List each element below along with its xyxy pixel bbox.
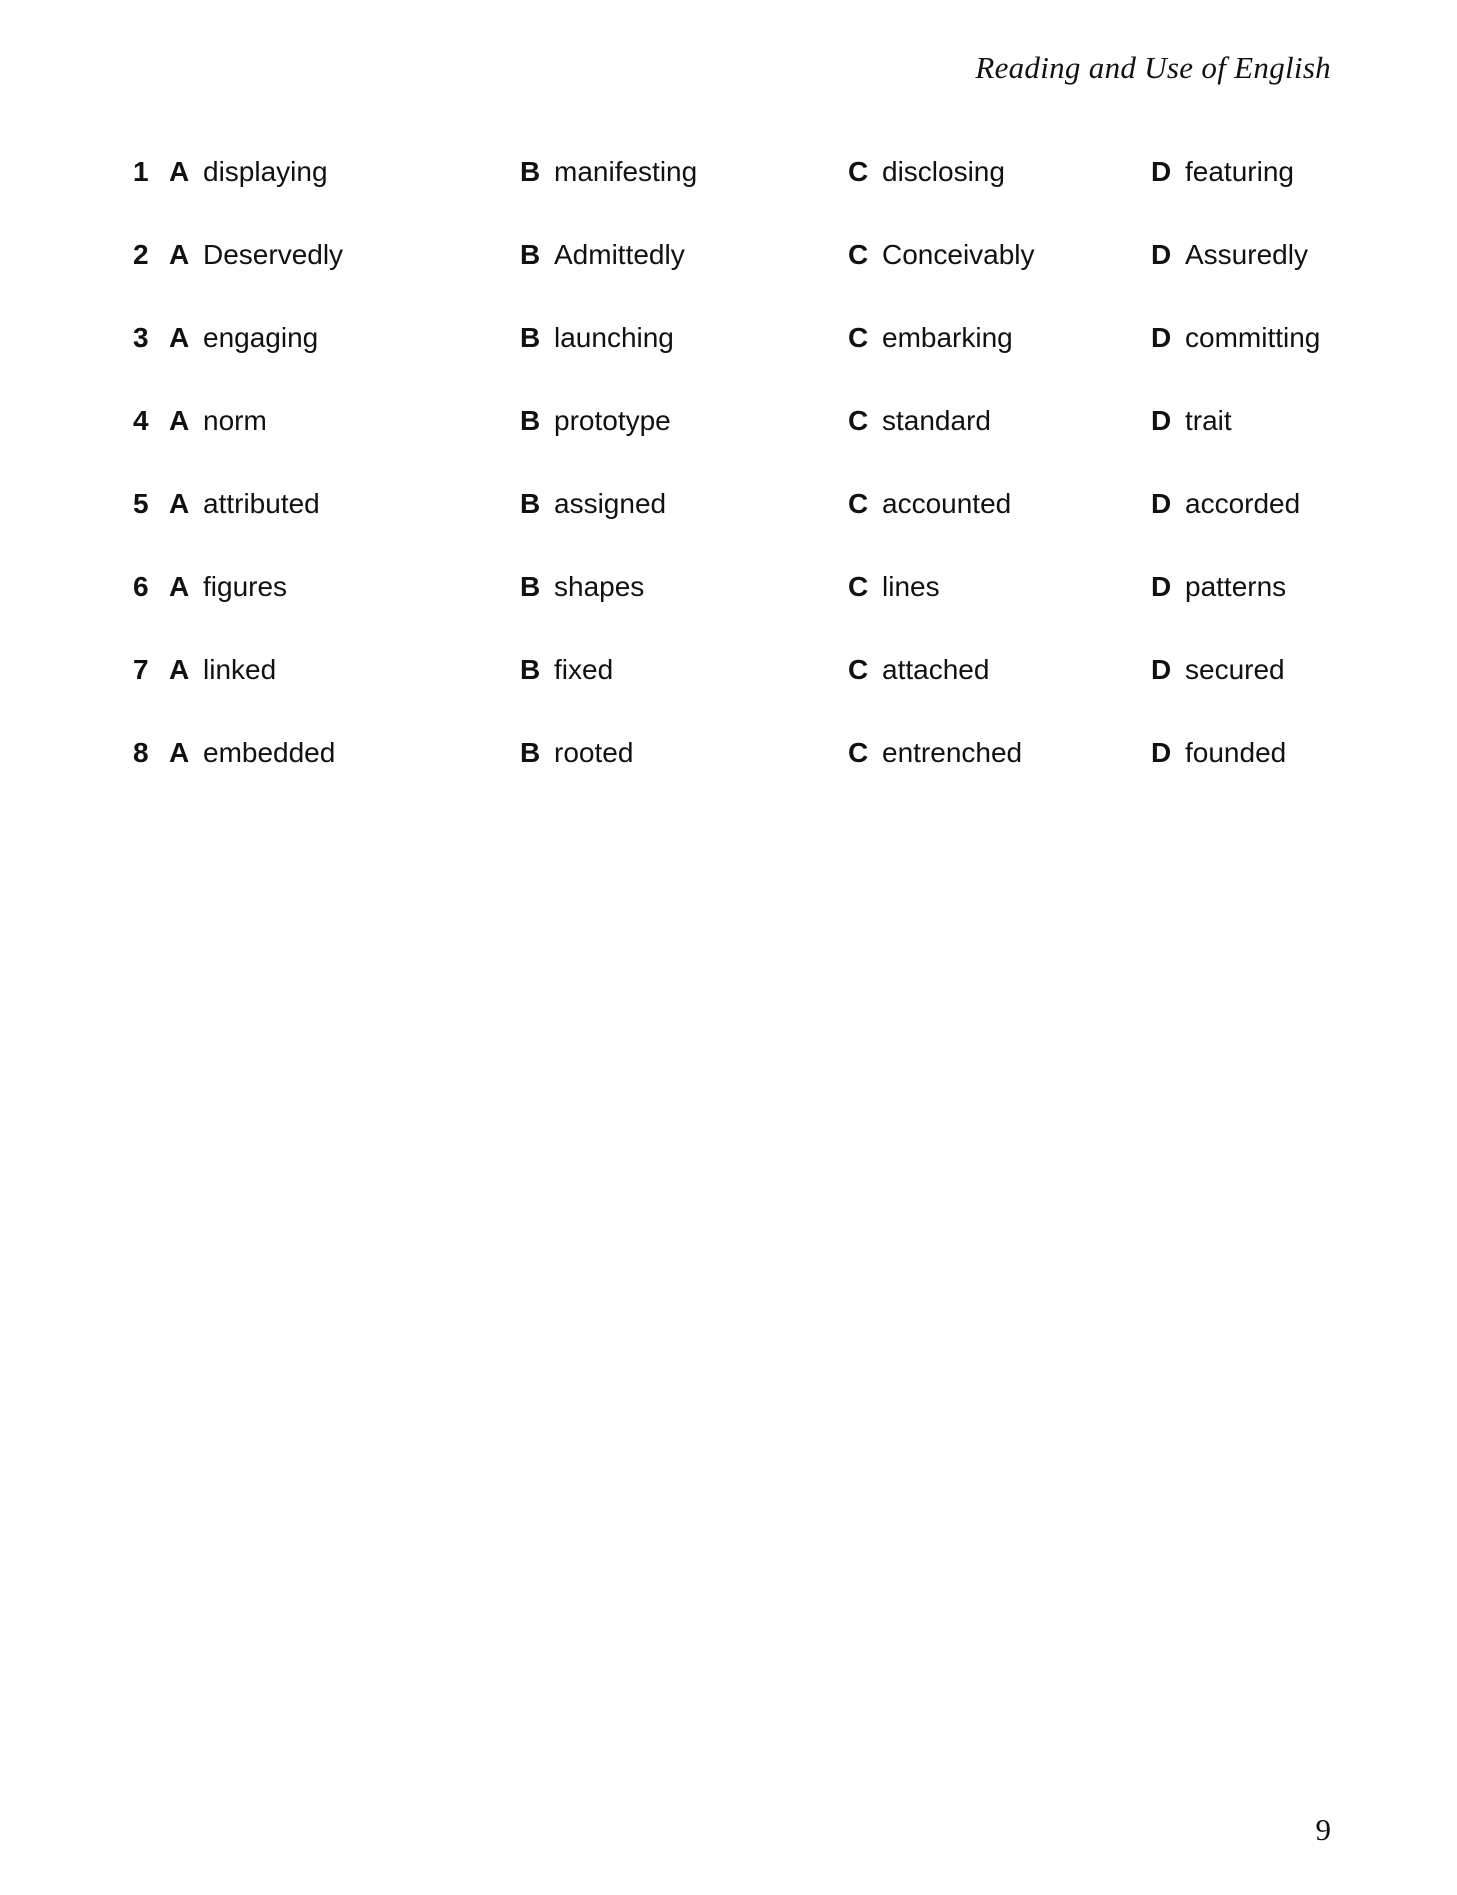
option-letter: B [520, 488, 541, 519]
option-d [1151, 238, 1308, 272]
option-letter: C [848, 322, 869, 353]
option-letter: A [169, 322, 190, 353]
option-d [1151, 653, 1285, 687]
option-text: accounted [882, 488, 1012, 519]
option-letter: A [169, 488, 190, 519]
option-text: embedded [203, 737, 336, 768]
option-text: Conceivably [882, 239, 1035, 270]
option-b [520, 736, 633, 770]
multiple-choice-options [133, 155, 1343, 819]
option-letter: D [1151, 737, 1172, 768]
option-letter: D [1151, 156, 1172, 187]
option-text: Admittedly [554, 239, 685, 270]
option-d [1151, 321, 1320, 355]
option-text: launching [554, 322, 674, 353]
option-letter: B [520, 156, 541, 187]
option-a [169, 155, 328, 189]
question-number: 7 [133, 654, 149, 685]
question-row-2 [133, 238, 1343, 321]
option-letter: A [169, 654, 190, 685]
option-text: secured [1185, 654, 1285, 685]
option-text: rooted [554, 737, 634, 768]
option-letter: A [169, 737, 190, 768]
option-text: Deservedly [203, 239, 344, 270]
option-a [169, 404, 267, 438]
option-letter: A [169, 571, 190, 602]
option-d [1151, 487, 1300, 521]
option-text: embarking [882, 322, 1013, 353]
option-text: fixed [554, 654, 614, 685]
option-text: assigned [554, 488, 667, 519]
option-text: standard [882, 405, 991, 436]
option-letter: A [169, 405, 190, 436]
option-letter: D [1151, 239, 1172, 270]
option-text: displaying [203, 156, 328, 187]
option-b [520, 487, 666, 521]
option-letter: C [848, 239, 869, 270]
option-text: founded [1185, 737, 1287, 768]
option-d [1151, 404, 1232, 438]
option-d [1151, 155, 1294, 189]
option-text: engaging [203, 322, 319, 353]
question-row-4 [133, 404, 1343, 487]
option-letter: D [1151, 571, 1172, 602]
option-c [848, 404, 991, 438]
question-number: 2 [133, 239, 149, 270]
option-b [520, 404, 671, 438]
option-c [848, 653, 989, 687]
option-letter: B [520, 654, 541, 685]
question-row-3 [133, 321, 1343, 404]
question-row-1 [133, 155, 1343, 238]
option-text: prototype [554, 405, 671, 436]
option-letter: D [1151, 322, 1172, 353]
option-text: entrenched [882, 737, 1023, 768]
option-text: accorded [1185, 488, 1301, 519]
option-letter: C [848, 737, 869, 768]
option-letter: A [169, 156, 190, 187]
option-c [848, 321, 1013, 355]
option-text: lines [882, 571, 940, 602]
option-text: trait [1185, 405, 1232, 436]
option-letter: B [520, 405, 541, 436]
question-row-6 [133, 570, 1343, 653]
option-letter: C [848, 571, 869, 602]
option-letter: D [1151, 654, 1172, 685]
option-letter: D [1151, 488, 1172, 519]
option-c [848, 238, 1035, 272]
option-b [520, 155, 697, 189]
option-b [520, 238, 685, 272]
option-text: patterns [1185, 571, 1287, 602]
option-text: committing [1185, 322, 1321, 353]
question-number: 3 [133, 322, 149, 353]
option-text: shapes [554, 571, 645, 602]
question-number: 5 [133, 488, 149, 519]
question-row-8 [133, 736, 1343, 819]
option-a [169, 736, 335, 770]
running-header: Reading and Use of English [975, 50, 1331, 85]
option-text: norm [203, 405, 267, 436]
question-number: 6 [133, 571, 149, 602]
question-row-5 [133, 487, 1343, 570]
option-text: manifesting [554, 156, 698, 187]
option-letter: C [848, 405, 869, 436]
option-letter: B [520, 322, 541, 353]
option-b [520, 653, 613, 687]
option-letter: B [520, 571, 541, 602]
option-text: Assuredly [1185, 239, 1308, 270]
option-a [169, 653, 276, 687]
option-d [1151, 736, 1286, 770]
option-b [520, 570, 644, 604]
option-letter: B [520, 737, 541, 768]
option-d [1151, 570, 1286, 604]
option-a [169, 238, 343, 272]
option-letter: B [520, 239, 541, 270]
option-letter: A [169, 239, 190, 270]
option-letter: C [848, 488, 869, 519]
option-b [520, 321, 674, 355]
option-a [169, 570, 287, 604]
option-text: attached [882, 654, 990, 685]
option-letter: C [848, 654, 869, 685]
question-number: 1 [133, 156, 149, 187]
question-number: 4 [133, 405, 149, 436]
option-a [169, 321, 318, 355]
option-c [848, 155, 1005, 189]
option-text: figures [203, 571, 288, 602]
option-letter: C [848, 156, 869, 187]
option-text: featuring [1185, 156, 1294, 187]
option-c [848, 570, 940, 604]
option-a [169, 487, 320, 521]
option-letter: D [1151, 405, 1172, 436]
option-c [848, 487, 1011, 521]
option-c [848, 736, 1022, 770]
question-row-7 [133, 653, 1343, 736]
question-number: 8 [133, 737, 149, 768]
option-text: attributed [203, 488, 320, 519]
page-number: 9 [1315, 1812, 1331, 1847]
option-text: disclosing [882, 156, 1005, 187]
option-text: linked [203, 654, 277, 685]
